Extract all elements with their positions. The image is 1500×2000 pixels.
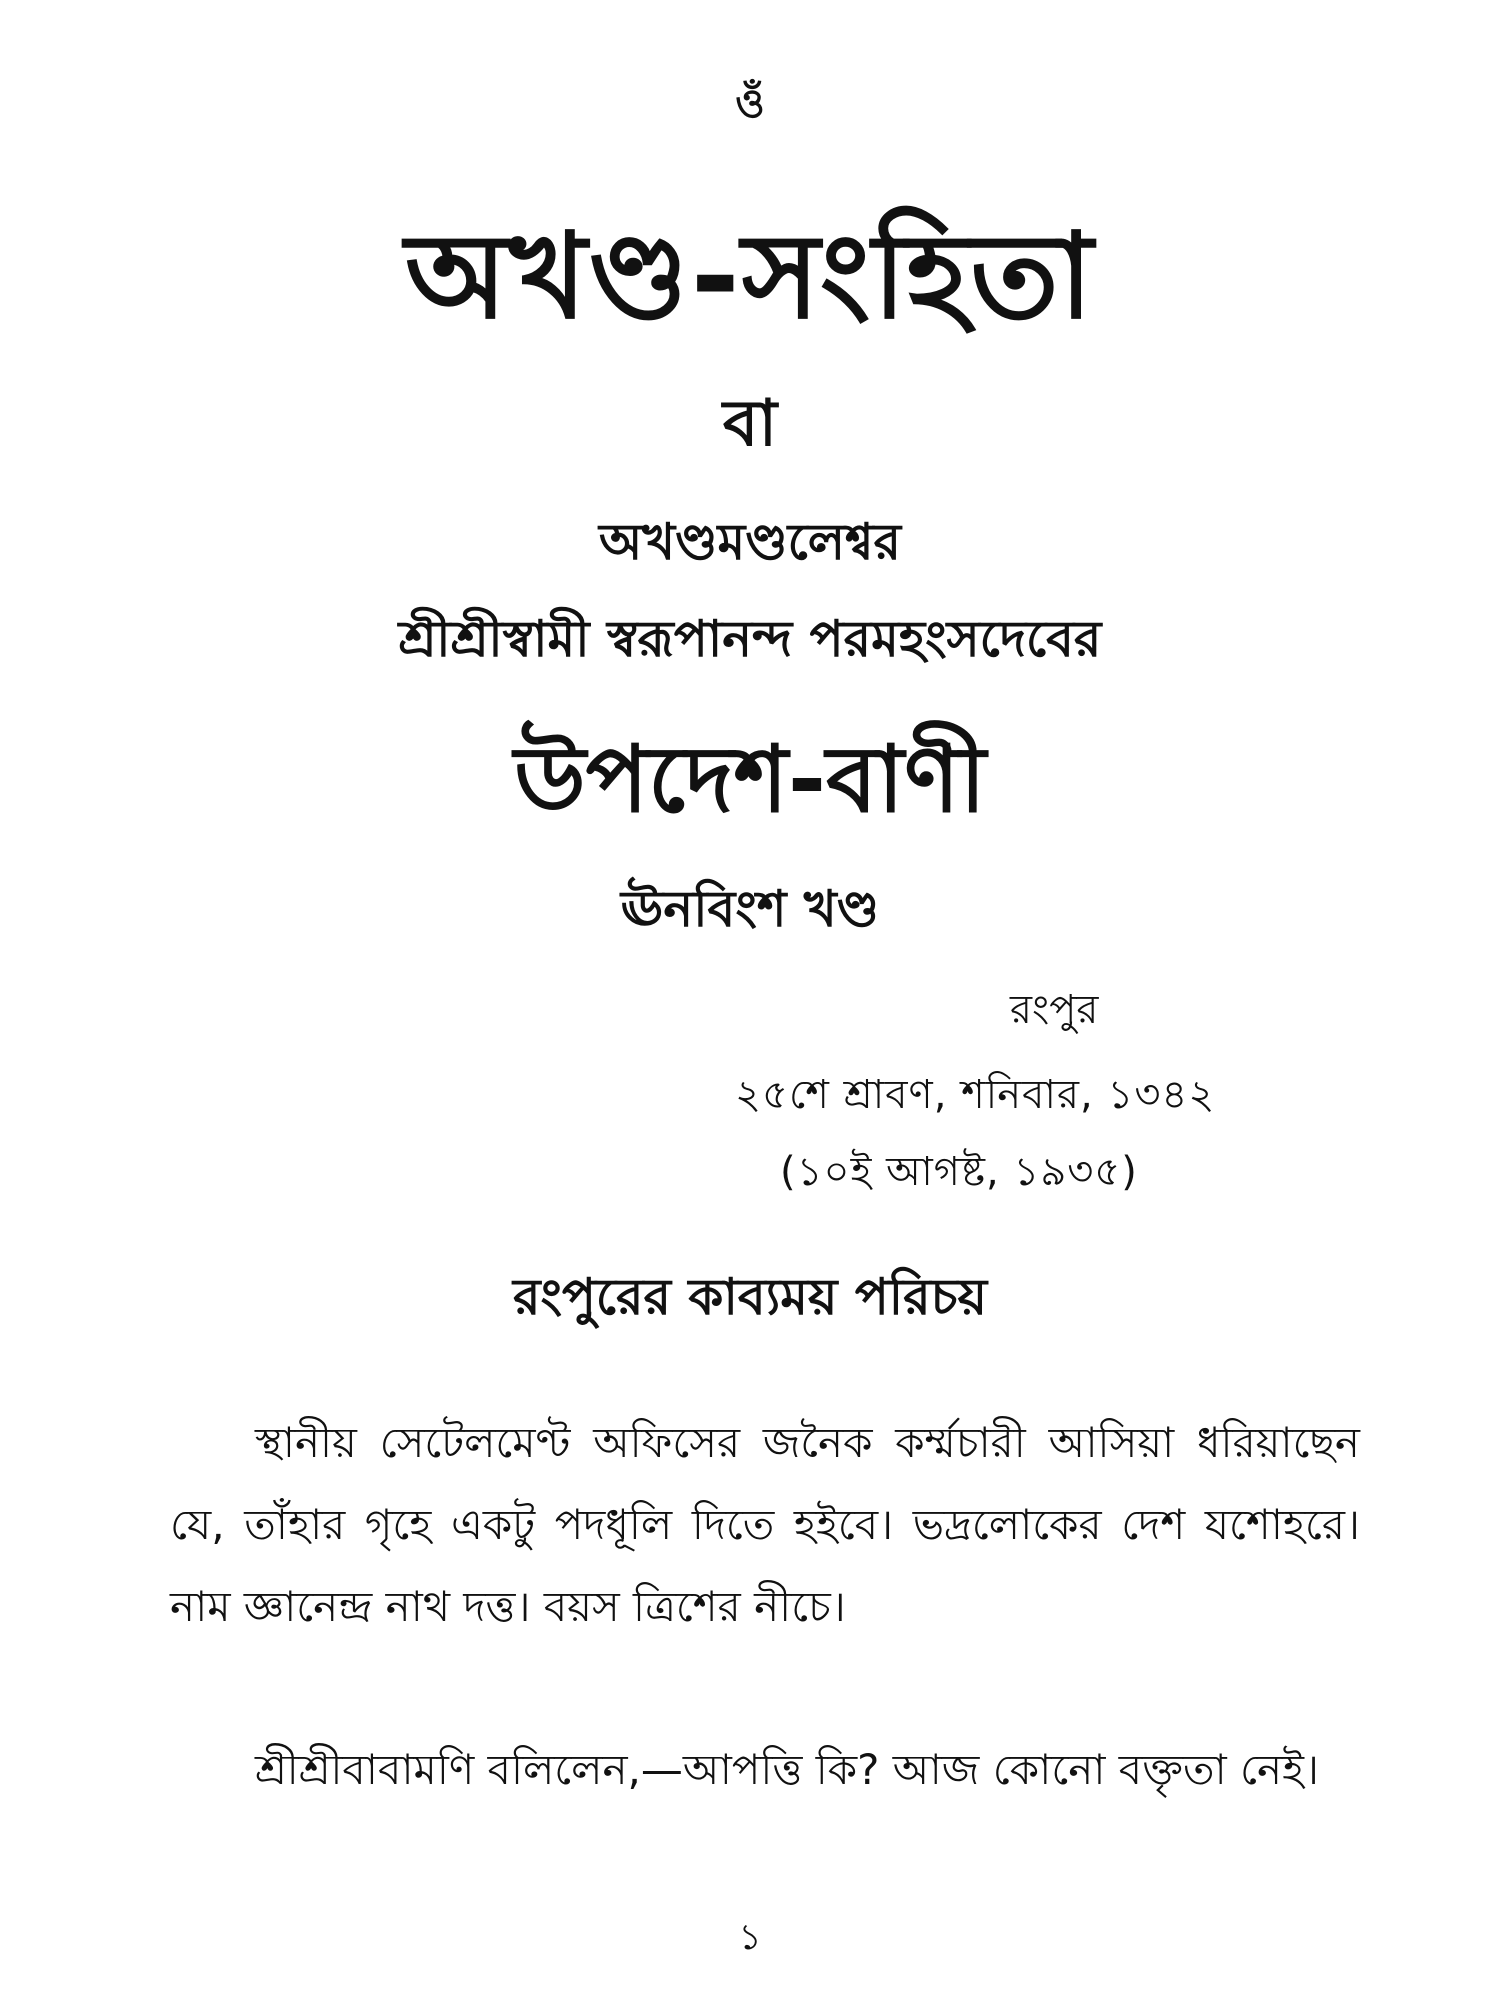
place-label: রংপুর (1010, 987, 1099, 1033)
subtitle-line-1: অখণ্ডমণ্ডলেশ্বর (598, 513, 902, 571)
volume-label: ঊনবিংশ খণ্ড (620, 880, 880, 938)
page-number: ১ (738, 1917, 762, 1958)
english-date: (১০ই আগষ্ট, ১৯৩৫) (780, 1149, 1138, 1195)
body-paragraph-2: শ্রীশ্রীবাবামণি বলিলেন,—আপত্তি কি? আজ কোনো বক্তৃতা নেই। (255, 1745, 1319, 1794)
conjunction-ba: বা (722, 387, 778, 461)
subtitle-line-2: শ্রীশ্রীস্বামী স্বরূপানন্দ পরমহংসদেবের (398, 610, 1102, 668)
book-title: অখণ্ড-সংহিতা (405, 207, 1095, 345)
section-title: রংপুরের কাব্যময় পরিচয় (512, 1268, 988, 1326)
upadesh-heading: উপদেশ-বাণী (514, 726, 986, 833)
bengali-date: ২৫শে শ্রাবণ, শনিবার, ১৩৪২ (735, 1072, 1216, 1118)
om-symbol: ওঁ (735, 81, 765, 127)
body-paragraph-1: স্থানীয় সেটেলমেণ্ট অফিসের জনৈক কর্ম্মচারী আসিয়া ধরিয়াছেন যে, তাঁহার গৃহে একটু পদধূলি দিতে হইবে। ভদ্রলোকের দেশ যশোহরে। নাম জ্ঞানেন্দ্র নাথ দত্ত। বয়স ত্রিশের নীচে। (170, 1418, 1360, 1631)
